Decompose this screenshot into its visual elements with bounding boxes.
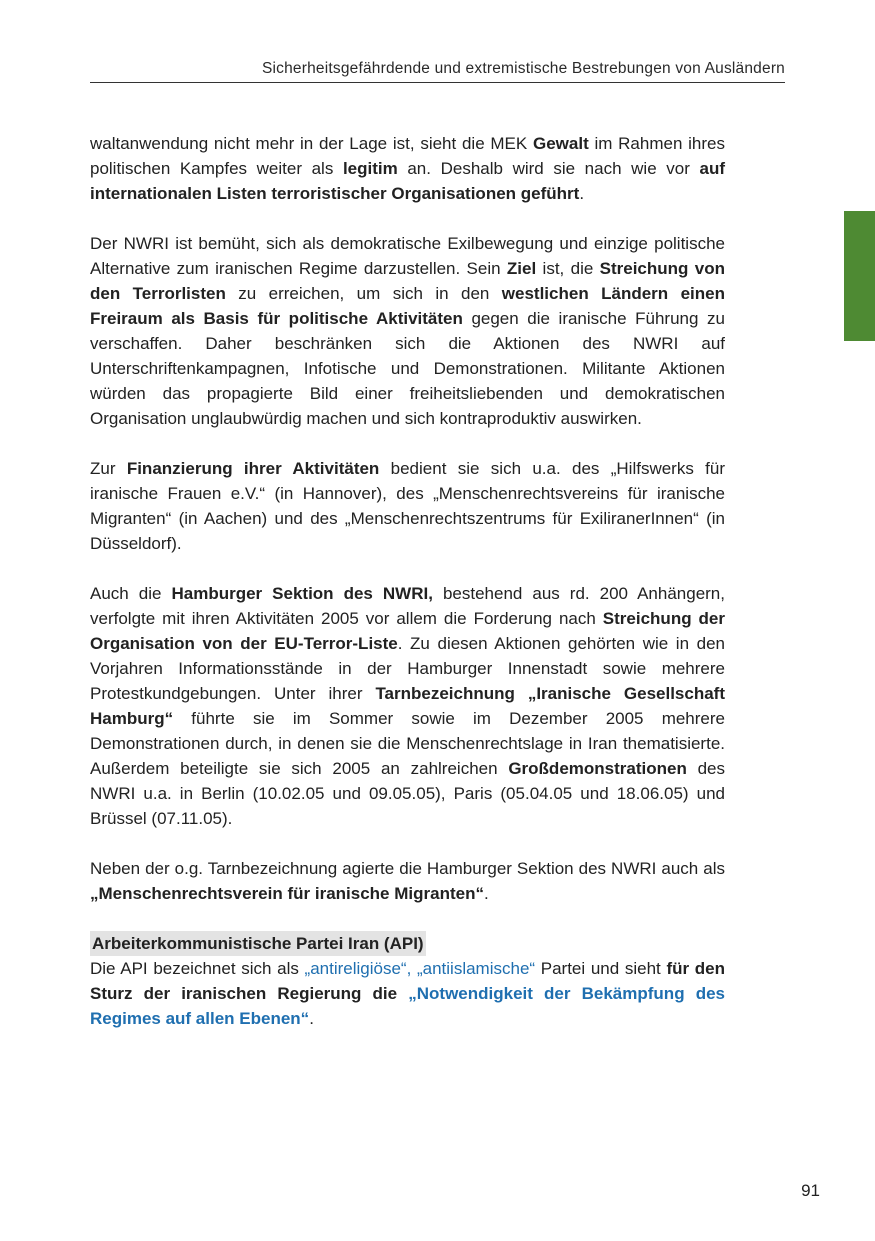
chapter-tab-marker <box>844 211 875 341</box>
paragraph-cover-name: Neben der o.g. Tarnbezeichnung agierte die Hamburger Sektion des NWRI auch als „Menschenrechtsverein für iranische Migranten“. <box>90 859 725 903</box>
header-rule <box>90 82 785 83</box>
paragraph-api-description: Die API bezeichnet sich als „antireligiöse“, „antiislamische“ Partei und sieht für den Sturz der iranischen Regierung die „Notwendigkeit der Bekämpfung des Regimes auf allen Ebenen“. <box>90 959 726 1028</box>
page-content <box>90 131 725 1056</box>
quote-antireligious: „antireligiöse“, „antiislamische“ <box>304 959 536 978</box>
section-heading-row <box>90 931 725 956</box>
paragraph-nwri-financing: Zur Finanzierung ihrer Aktivitäten bedient sie sich u.a. des „Hilfswerks für iranische Frauen e.V.“ (in Hannover), des „Menschenrechtsvereins für iranische Migranten“ (in Aachen) und des „Menschenrechtszentrums für ExiliranerInnen“ (in Düsseldorf). <box>90 459 726 553</box>
page-number: 91 <box>801 1181 820 1200</box>
paragraph-nwri-goals: Der NWRI ist bemüht, sich als demokratische Exilbewegung und einzige politische Alternative zum iranischen Regime darzustellen. Sein Ziel ist, die Streichung von den Terrorlisten zu erreichen, um sich in den westlichen Ländern einen Freiraum als Basis für politische Aktivitäten gegen die iranische Führung zu verschaffen. Daher beschränken sich die Aktionen des NWRI auf Unterschriftenkampagnen, Infotische und Demonstrationen. Militante Aktionen würden das propagierte Bild einer freiheitsliebenden und demokratischen Organisation unglaubwürdig machen und sich kontraproduktiv auswirken. <box>90 234 725 428</box>
running-header: Sicherheitsgefährdende und extremistische Bestrebungen von Ausländern <box>261 60 785 77</box>
paragraph-mek-violence: waltanwendung nicht mehr in der Lage ist, sieht die MEK Gewalt im Rahmen ihres politischen Kampfes weiter als legitim an. Deshalb wird sie nach wie vor auf internationalen Listen terroristischer Organisationen geführt. <box>90 134 725 203</box>
paragraph-hamburg-section: Auch die Hamburger Sektion des NWRI, bestehend aus rd. 200 Anhängern, verfolgte mit ihren Aktivitäten 2005 vor allem die Forderung nach Streichung der Organisation von der EU-Terror-Liste. Zu diesen Aktionen gehörten wie in den Vorjahren Informationsstände in der Hamburger Innenstadt sowie mehrere Protestkundgebungen. Unter ihrer Tarnbezeichnung „Iranische Gesellschaft Hamburg“ führte sie im Sommer sowie im Dezember 2005 mehrere Demonstrationen durch, in denen sie die Menschenrechtslage in Iran thematisierte. Außerdem beteiligte sie sich 2005 an zahlreichen Großdemonstrationen des NWRI u.a. in Berlin (10.02.05 und 09.05.05), Paris (05.04.05 und 18.06.05) und Brüssel (07.11.05). <box>90 584 726 828</box>
quote-regime-struggle: „Notwendigkeit der Bekämpfung des Regimes auf allen Ebenen“ <box>90 984 725 1028</box>
section-heading-api: Arbeiterkommunistische Partei Iran (API) <box>90 931 426 956</box>
